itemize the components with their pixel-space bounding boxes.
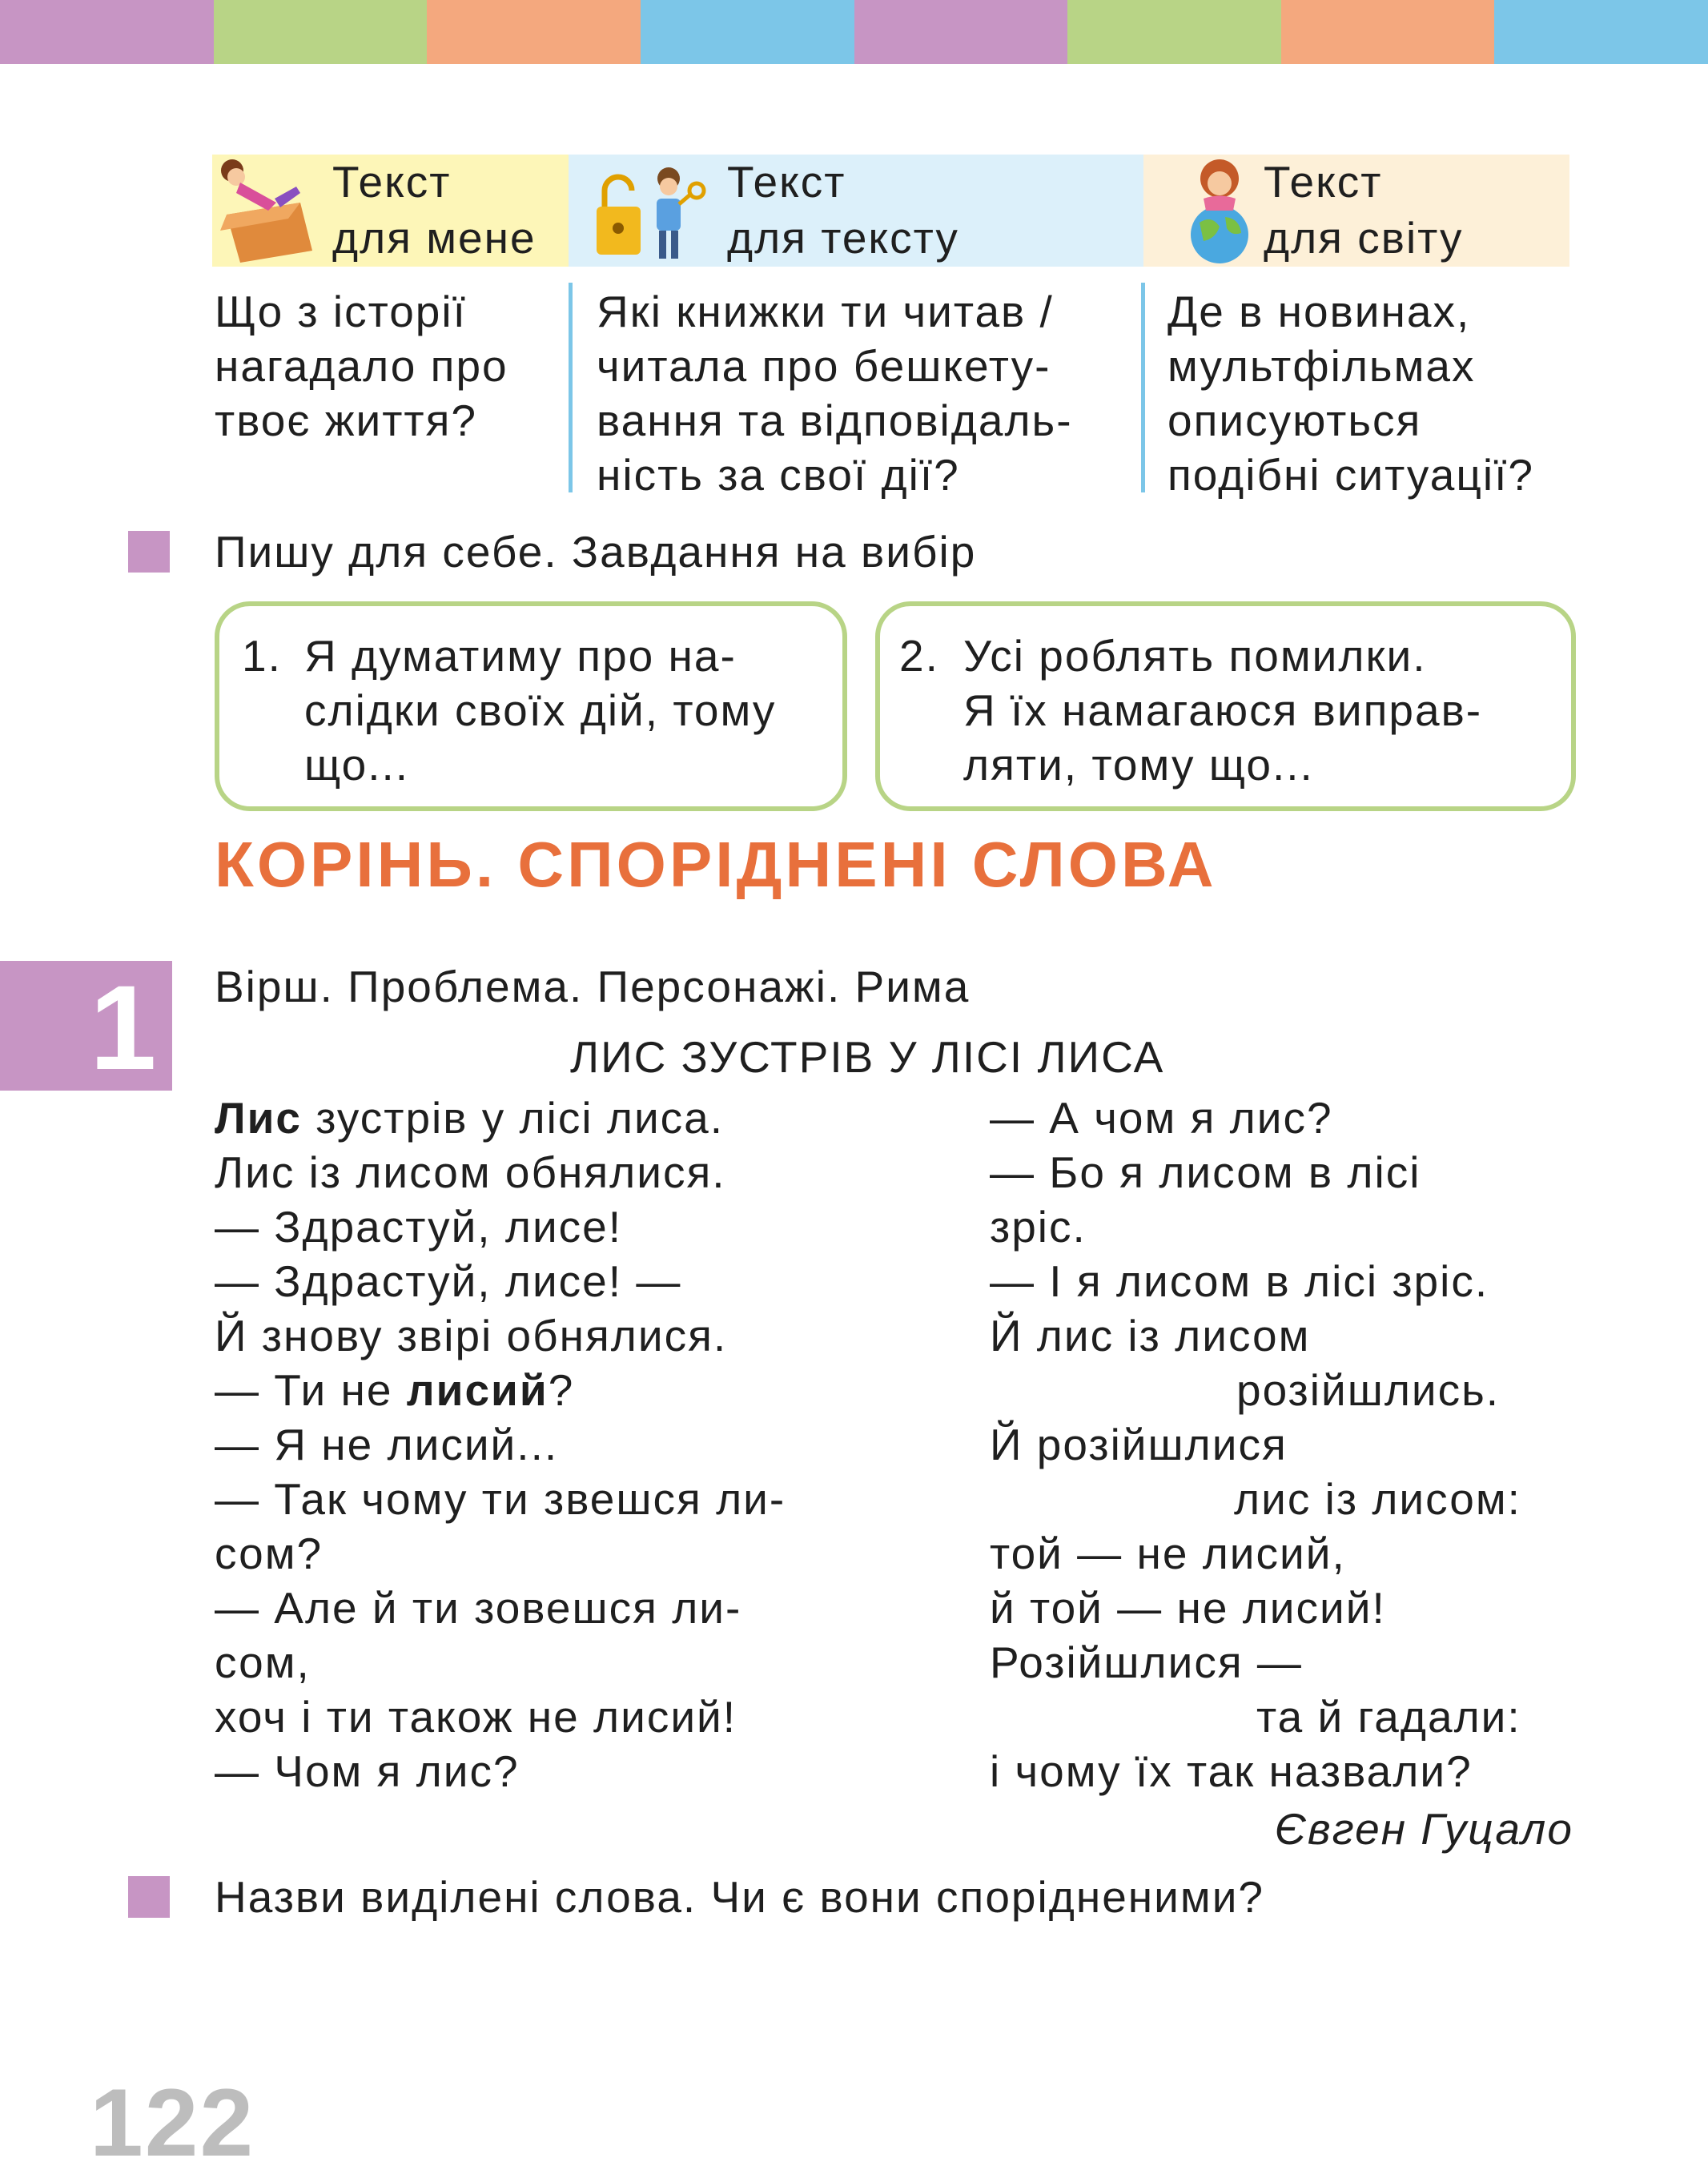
choice-box-1 bbox=[215, 601, 847, 811]
poem-line: — Ти не лисий? bbox=[215, 1365, 575, 1415]
header-label-line1: Текст bbox=[1264, 157, 1383, 207]
highlighted-word: лисий bbox=[406, 1365, 549, 1415]
header-text-for-text bbox=[569, 155, 1143, 267]
poem-line: Лис зустрів у лісі лиса. bbox=[215, 1093, 725, 1143]
choice-line: Усі роблять помилки. bbox=[963, 631, 1427, 681]
question-column-text bbox=[597, 284, 1073, 502]
poem-line: — Бо я лисом в лісі bbox=[990, 1147, 1421, 1197]
poem-line: хоч і ти також не лисий! bbox=[215, 1692, 737, 1742]
question-line: подібні ситуації? bbox=[1167, 450, 1534, 500]
poem-line: — І я лисом в лісі зріс. bbox=[990, 1256, 1489, 1306]
girl-globe-icon bbox=[1176, 155, 1264, 267]
poem-line: — Я не лисий... bbox=[215, 1420, 559, 1469]
header-text-for-me bbox=[212, 155, 569, 267]
poem-line: лис із лисом: bbox=[1234, 1474, 1521, 1524]
question-line: нагадало про bbox=[215, 341, 508, 391]
poem-line: розійшлись. bbox=[1236, 1365, 1501, 1415]
task-bullet bbox=[128, 531, 170, 573]
choice-text bbox=[963, 629, 1482, 792]
header-label-line2: для тексту bbox=[727, 213, 959, 263]
choice-number: 1. bbox=[242, 631, 282, 681]
question-line: Де в новинах, bbox=[1167, 287, 1471, 336]
poem-line: зріс. bbox=[990, 1202, 1087, 1252]
column-divider bbox=[1141, 283, 1145, 492]
poem-line: і чому їх так назвали? bbox=[990, 1746, 1473, 1796]
top-color-stripe bbox=[0, 0, 1708, 64]
poem-line: Й розійшлися bbox=[990, 1420, 1288, 1469]
question-line: твоє життя? bbox=[215, 396, 477, 445]
header-label-line1: Текст bbox=[332, 157, 452, 207]
question-line: Які книжки ти читав / bbox=[597, 287, 1054, 336]
question-line: Що з історії bbox=[215, 287, 467, 336]
question-column-world bbox=[1167, 284, 1534, 502]
poem-line: та й гадали: bbox=[1256, 1692, 1521, 1742]
choice-line: ляти, тому що... bbox=[963, 740, 1314, 790]
poem-line: й той — не лисий! bbox=[990, 1583, 1386, 1633]
poem-line: — А чом я лис? bbox=[990, 1093, 1333, 1143]
choice-line: Я думатиму про на- bbox=[304, 631, 737, 681]
poem-line: Розійшлися — bbox=[990, 1638, 1303, 1687]
exercise-number: 1 bbox=[90, 960, 157, 1095]
question-line: вання та відповідаль- bbox=[597, 396, 1073, 445]
choice-text bbox=[304, 629, 776, 792]
poem-line: — Так чому ти звешся ли- bbox=[215, 1474, 786, 1524]
stripe-segment bbox=[214, 0, 428, 64]
poem-line: той — не лисий, bbox=[990, 1529, 1346, 1578]
question-line: ність за свої дії? bbox=[597, 450, 960, 500]
header-text-for-world bbox=[1143, 155, 1569, 267]
girl-in-box-icon bbox=[212, 155, 324, 267]
poem-line: сом? bbox=[215, 1529, 324, 1578]
poem-right-column bbox=[990, 1091, 1566, 1798]
exercise-number-tab bbox=[0, 960, 172, 1095]
task-bullet bbox=[128, 1876, 170, 1918]
poem-line: — Здрастуй, лисе! — bbox=[215, 1256, 682, 1306]
poem-line: — Здрастуй, лисе! bbox=[215, 1202, 623, 1252]
poem-line: сом, bbox=[215, 1638, 311, 1687]
stripe-segment bbox=[1281, 0, 1495, 64]
choice-line: що... bbox=[304, 740, 410, 790]
choice-box-2 bbox=[875, 601, 1576, 811]
highlighted-word: Лис bbox=[215, 1093, 302, 1143]
stripe-segment bbox=[854, 0, 1068, 64]
poem-author: Євген Гуцало bbox=[1275, 1804, 1573, 1854]
section-title: КОРІНЬ. СПОРІДНЕНІ СЛОВА bbox=[215, 829, 1217, 900]
poem-line: Лис із лисом обнялися. bbox=[215, 1147, 726, 1197]
choice-line: Я їх намагаюся виправ- bbox=[963, 685, 1483, 735]
task-heading: Пишу для себе. Завдання на вибір bbox=[215, 527, 977, 577]
stripe-segment bbox=[427, 0, 641, 64]
question-line: читала про бешкету- bbox=[597, 341, 1051, 391]
header-label-line1: Текст bbox=[727, 157, 846, 207]
stripe-segment bbox=[641, 0, 854, 64]
padlock-key-boy-icon bbox=[593, 163, 713, 263]
poem-line: — Чом я лис? bbox=[215, 1746, 520, 1796]
poem-line: — Але й ти зовешся ли- bbox=[215, 1583, 742, 1633]
column-divider bbox=[569, 283, 573, 492]
poem-title: ЛИС ЗУСТРІВ У ЛІСІ ЛИСА bbox=[570, 1032, 1165, 1082]
stripe-segment bbox=[1067, 0, 1281, 64]
page-number: 122 bbox=[90, 2069, 255, 2176]
header-label-line2: для мене bbox=[332, 213, 537, 263]
poem-left-column bbox=[215, 1091, 786, 1798]
stripe-segment bbox=[1494, 0, 1708, 64]
header-label-line2: для світу bbox=[1264, 213, 1464, 263]
choice-line: слідки своїх дій, тому bbox=[304, 685, 777, 735]
question-column-me bbox=[215, 284, 508, 448]
exercise-subtitle: Вірш. Проблема. Персонажі. Рима bbox=[215, 962, 971, 1011]
choice-number: 2. bbox=[899, 631, 939, 681]
poem-line: Й лис із лисом bbox=[990, 1311, 1311, 1360]
poem-line: Й знову звірі обнялися. bbox=[215, 1311, 728, 1360]
bottom-question: Назви виділені слова. Чи є вони спорідненими? bbox=[215, 1872, 1265, 1922]
stripe-segment bbox=[0, 0, 214, 64]
question-line: мультфільмах bbox=[1167, 341, 1476, 391]
question-line: описуються bbox=[1167, 396, 1422, 445]
